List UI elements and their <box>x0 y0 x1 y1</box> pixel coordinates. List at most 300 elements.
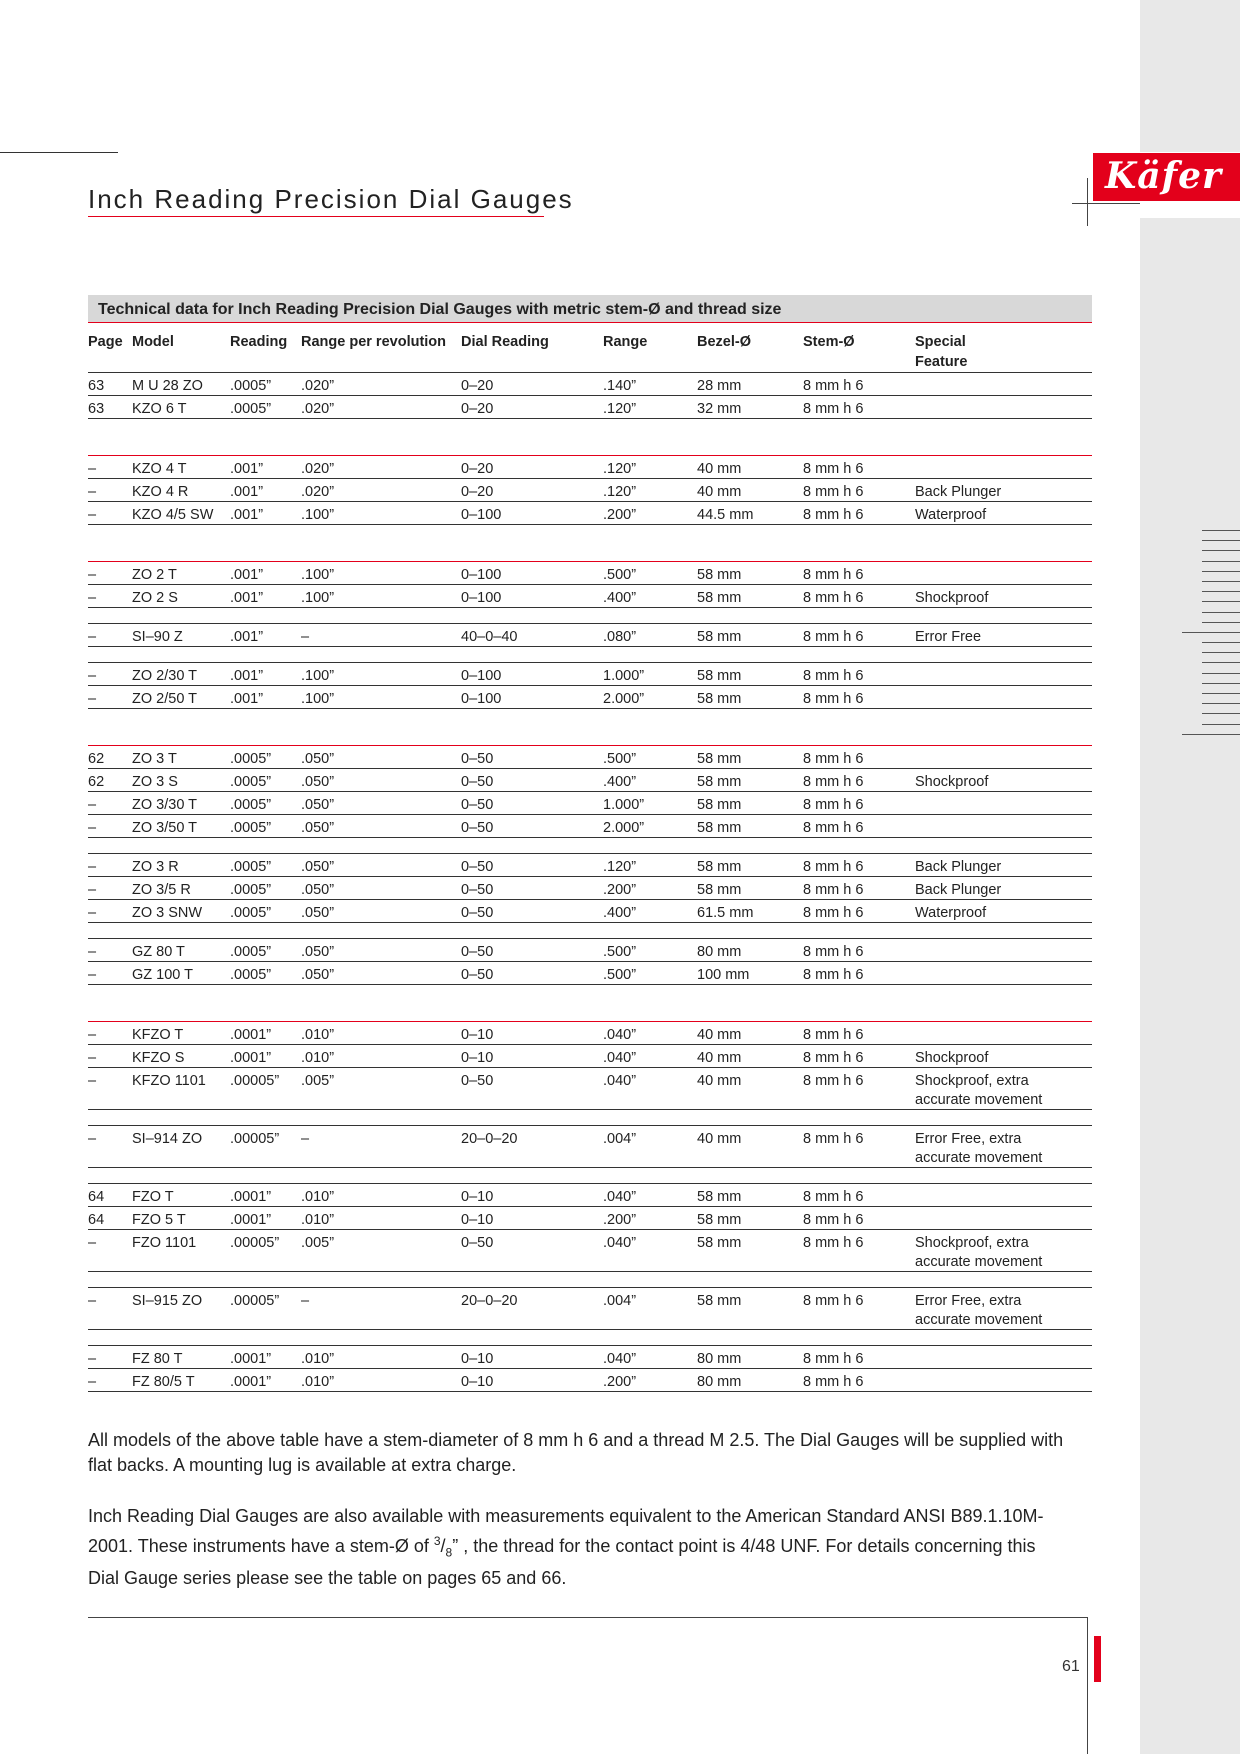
cell-bezel: 58 mm <box>697 1212 742 1228</box>
cell-reading: .001” <box>230 668 264 684</box>
cell-range-per-revolution: .010” <box>301 1374 335 1390</box>
group-separator <box>88 985 1092 1022</box>
cell-bezel: 80 mm <box>697 1351 742 1367</box>
cell-dial-reading: 0–10 <box>461 1212 494 1228</box>
cell-dial-reading: 0–50 <box>461 1073 494 1089</box>
table-row <box>88 792 1092 815</box>
cell-page: – <box>88 590 97 606</box>
cell-range: .500” <box>603 567 637 583</box>
cell-range: 1.000” <box>603 797 645 813</box>
spacer-row <box>88 1110 1092 1126</box>
cell-dial-reading: 0–100 <box>461 691 502 707</box>
cell-reading: .00005” <box>230 1235 280 1251</box>
cell-page: 62 <box>88 774 105 790</box>
brand-logo-text: Käfer <box>1105 155 1222 197</box>
cell-reading: .0005” <box>230 882 272 898</box>
brand-logo <box>1093 153 1240 201</box>
cell-stem: 8 mm h 6 <box>803 882 864 898</box>
header-bezel: Bezel-Ø <box>697 334 751 350</box>
cell-range: .040” <box>603 1189 637 1205</box>
cell-stem: 8 mm h 6 <box>803 1351 864 1367</box>
cell-range: 2.000” <box>603 691 645 707</box>
cell-range-per-revolution: .050” <box>301 774 335 790</box>
cell-bezel: 80 mm <box>697 944 742 960</box>
cell-reading: .001” <box>230 461 264 477</box>
cell-reading: .00005” <box>230 1131 280 1147</box>
cell-bezel: 58 mm <box>697 1293 742 1309</box>
cell-stem: 8 mm h 6 <box>803 1189 864 1205</box>
table-row <box>88 456 1092 479</box>
cell-dial-reading: 20–0–20 <box>461 1293 518 1309</box>
cell-page: – <box>88 567 97 583</box>
cell-dial-reading: 0–100 <box>461 590 502 606</box>
footer-rule <box>88 1617 1087 1618</box>
cell-range: .500” <box>603 944 637 960</box>
cell-special-feature: Back Plunger <box>915 484 1002 500</box>
cell-special-feature: Shockproof <box>915 774 989 790</box>
cell-stem: 8 mm h 6 <box>803 1293 864 1309</box>
footer-crop-mark <box>1087 1617 1088 1754</box>
cell-reading: .001” <box>230 507 264 523</box>
cell-reading: .0005” <box>230 378 272 394</box>
cell-range: .400” <box>603 590 637 606</box>
header-range: Range <box>603 334 648 350</box>
cell-range: .200” <box>603 507 637 523</box>
cell-page: – <box>88 484 97 500</box>
cell-range: .004” <box>603 1131 637 1147</box>
cell-bezel: 58 mm <box>697 1235 742 1251</box>
cell-special-feature: Waterproof <box>915 905 987 921</box>
cell-page: – <box>88 1073 97 1089</box>
cell-bezel: 58 mm <box>697 859 742 875</box>
cell-dial-reading: 0–100 <box>461 668 502 684</box>
table-row <box>88 1045 1092 1068</box>
cell-page: – <box>88 691 97 707</box>
spacer-row <box>88 1272 1092 1288</box>
header-range-per-revolution: Range per revolution <box>301 334 447 350</box>
cell-model: KZO 4 T <box>132 461 187 477</box>
cell-range: .040” <box>603 1073 637 1089</box>
table-row <box>88 686 1092 709</box>
cell-range: .400” <box>603 774 637 790</box>
cell-dial-reading: 0–50 <box>461 882 494 898</box>
cell-dial-reading: 0–10 <box>461 1027 494 1043</box>
group-separator <box>88 525 1092 562</box>
table-body <box>88 373 1092 1392</box>
cell-range-per-revolution: .005” <box>301 1235 335 1251</box>
cell-special-feature: Back Plunger <box>915 859 1002 875</box>
cell-reading: .0001” <box>230 1189 272 1205</box>
cell-model: KFZO T <box>132 1027 184 1043</box>
cell-reading: .0005” <box>230 967 272 983</box>
cell-reading: .0001” <box>230 1212 272 1228</box>
cell-model: SI–914 ZO <box>132 1131 203 1147</box>
cell-reading: .0005” <box>230 797 272 813</box>
cell-page: 63 <box>88 378 105 394</box>
table-row <box>88 1207 1092 1230</box>
cell-model: GZ 80 T <box>132 944 185 960</box>
cell-page: – <box>88 859 97 875</box>
table-row <box>88 1126 1092 1168</box>
table-row <box>88 585 1092 608</box>
page-title: Inch Reading Precision Dial Gauges <box>88 184 574 214</box>
table-row <box>88 769 1092 792</box>
spacer-row <box>88 923 1092 939</box>
table-row <box>88 900 1092 923</box>
group-separator <box>88 419 1092 456</box>
cell-reading: .0001” <box>230 1027 272 1043</box>
cell-range-per-revolution: – <box>301 1293 310 1309</box>
cell-stem: 8 mm h 6 <box>803 507 864 523</box>
cell-stem: 8 mm h 6 <box>803 567 864 583</box>
cell-dial-reading: 0–10 <box>461 1050 494 1066</box>
table-row <box>88 962 1092 985</box>
cell-dial-reading: 0–10 <box>461 1374 494 1390</box>
cell-special-feature: Shockproof <box>915 1050 989 1066</box>
cell-bezel: 40 mm <box>697 484 742 500</box>
cell-stem: 8 mm h 6 <box>803 1374 864 1390</box>
table-row <box>88 1022 1092 1045</box>
table-row <box>88 479 1092 502</box>
cell-range-per-revolution: .005” <box>301 1073 335 1089</box>
cell-reading: .0005” <box>230 859 272 875</box>
cell-stem: 8 mm h 6 <box>803 797 864 813</box>
crop-mark-vertical <box>1087 178 1088 226</box>
table-row <box>88 624 1092 647</box>
cell-model: FZO T <box>132 1189 174 1205</box>
table-row <box>88 815 1092 838</box>
cell-range-per-revolution: .010” <box>301 1027 335 1043</box>
cell-page: 64 <box>88 1212 105 1228</box>
cell-model: KFZO S <box>132 1050 185 1066</box>
spacer-row <box>88 647 1092 663</box>
cell-reading: .0005” <box>230 401 272 417</box>
cell-model: GZ 100 T <box>132 967 193 983</box>
cell-range-per-revolution: .050” <box>301 751 335 767</box>
table-row <box>88 1346 1092 1369</box>
cell-reading: .0005” <box>230 820 272 836</box>
cell-page: – <box>88 797 97 813</box>
cell-range-per-revolution: .010” <box>301 1212 335 1228</box>
cell-stem: 8 mm h 6 <box>803 944 864 960</box>
cell-stem: 8 mm h 6 <box>803 461 864 477</box>
cell-model: FZO 1101 <box>132 1235 197 1251</box>
table-row <box>88 1369 1092 1392</box>
cell-stem: 8 mm h 6 <box>803 401 864 417</box>
cell-model: ZO 3 T <box>132 751 177 767</box>
cell-bezel: 40 mm <box>697 461 742 477</box>
cell-reading: .0005” <box>230 944 272 960</box>
cell-page: – <box>88 882 97 898</box>
cell-bezel: 32 mm <box>697 401 742 417</box>
cell-bezel: 58 mm <box>697 751 742 767</box>
cell-dial-reading: 0–50 <box>461 820 494 836</box>
cell-range: .040” <box>603 1050 637 1066</box>
cell-model: ZO 3/5 R <box>132 882 191 898</box>
cell-range-per-revolution: .100” <box>301 567 335 583</box>
cell-special-feature: Error Free, extra accurate movement <box>915 1293 1043 1328</box>
cell-range-per-revolution: .010” <box>301 1189 335 1205</box>
cell-bezel: 28 mm <box>697 378 742 394</box>
cell-range-per-revolution: .100” <box>301 507 335 523</box>
table-row <box>88 939 1092 962</box>
cell-reading: .0005” <box>230 751 272 767</box>
cell-range-per-revolution: .020” <box>301 484 335 500</box>
cell-bezel: 40 mm <box>697 1131 742 1147</box>
cell-bezel: 58 mm <box>697 797 742 813</box>
cell-model: ZO 3/30 T <box>132 797 198 813</box>
cell-dial-reading: 0–50 <box>461 751 494 767</box>
cell-range: .040” <box>603 1235 637 1251</box>
table-row <box>88 1184 1092 1207</box>
cell-range: .120” <box>603 401 637 417</box>
cell-bezel: 58 mm <box>697 820 742 836</box>
table-caption: Technical data for Inch Reading Precision Dial Gauges with metric stem-Ø and thread size <box>88 295 1092 323</box>
cell-range-per-revolution: – <box>301 1131 310 1147</box>
cell-dial-reading: 0–10 <box>461 1189 494 1205</box>
cell-stem: 8 mm h 6 <box>803 691 864 707</box>
crop-mark-horizontal <box>1072 203 1140 204</box>
cell-special-feature: Shockproof <box>915 590 989 606</box>
cell-dial-reading: 0–100 <box>461 507 502 523</box>
cell-range-per-revolution: .050” <box>301 905 335 921</box>
cell-page: – <box>88 1235 97 1251</box>
cell-dial-reading: 0–50 <box>461 944 494 960</box>
cell-range-per-revolution: .020” <box>301 461 335 477</box>
cell-bezel: 61.5 mm <box>697 905 754 921</box>
cell-range-per-revolution: .050” <box>301 967 335 983</box>
cell-page: – <box>88 820 97 836</box>
cell-model: SI–915 ZO <box>132 1293 203 1309</box>
cell-range-per-revolution: – <box>301 629 310 645</box>
cell-range: .120” <box>603 859 637 875</box>
cell-stem: 8 mm h 6 <box>803 1131 864 1147</box>
cell-bezel: 58 mm <box>697 882 742 898</box>
cell-stem: 8 mm h 6 <box>803 774 864 790</box>
cell-bezel: 40 mm <box>697 1027 742 1043</box>
cell-range: .080” <box>603 629 637 645</box>
cell-range-per-revolution: .020” <box>301 378 335 394</box>
cell-model: M U 28 ZO <box>132 378 203 394</box>
cell-range: .140” <box>603 378 637 394</box>
cell-range-per-revolution: .100” <box>301 590 335 606</box>
cell-reading: .001” <box>230 691 264 707</box>
spacer-row <box>88 1168 1092 1184</box>
cell-page: – <box>88 629 97 645</box>
header-stem: Stem-Ø <box>803 334 855 350</box>
cell-reading: .0005” <box>230 905 272 921</box>
cell-stem: 8 mm h 6 <box>803 751 864 767</box>
cell-reading: .001” <box>230 590 264 606</box>
cell-bezel: 58 mm <box>697 1189 742 1205</box>
cell-bezel: 40 mm <box>697 1050 742 1066</box>
cell-model: FZO 5 T <box>132 1212 186 1228</box>
cell-model: ZO 3 SNW <box>132 905 203 921</box>
cell-stem: 8 mm h 6 <box>803 820 864 836</box>
cell-dial-reading: 0–50 <box>461 797 494 813</box>
cell-page: – <box>88 668 97 684</box>
cell-bezel: 58 mm <box>697 691 742 707</box>
cell-page: – <box>88 1351 97 1367</box>
cell-reading: .00005” <box>230 1073 280 1089</box>
cell-page: – <box>88 967 97 983</box>
cell-range-per-revolution: .010” <box>301 1050 335 1066</box>
cell-range: .200” <box>603 1374 637 1390</box>
cell-dial-reading: 0–50 <box>461 905 494 921</box>
side-margin-band <box>1140 0 1240 1754</box>
cell-model: ZO 3/50 T <box>132 820 198 836</box>
cell-bezel: 44.5 mm <box>697 507 754 523</box>
cell-range: .200” <box>603 882 637 898</box>
cell-reading: .00005” <box>230 1293 280 1309</box>
cell-model: ZO 2 T <box>132 567 177 583</box>
cell-range: .004” <box>603 1293 637 1309</box>
cell-page: 64 <box>88 1189 105 1205</box>
cell-range-per-revolution: .020” <box>301 401 335 417</box>
cell-stem: 8 mm h 6 <box>803 1050 864 1066</box>
cell-model: ZO 3 R <box>132 859 179 875</box>
table-row <box>88 877 1092 900</box>
cell-special-feature: Waterproof <box>915 507 987 523</box>
cell-bezel: 58 mm <box>697 567 742 583</box>
cell-model: ZO 2 S <box>132 590 178 606</box>
cell-range-per-revolution: .050” <box>301 820 335 836</box>
table-row <box>88 562 1092 585</box>
cell-dial-reading: 0–20 <box>461 378 494 394</box>
cell-stem: 8 mm h 6 <box>803 1027 864 1043</box>
cell-stem: 8 mm h 6 <box>803 859 864 875</box>
cell-reading: .001” <box>230 629 264 645</box>
cell-page: – <box>88 944 97 960</box>
cell-bezel: 40 mm <box>697 1073 742 1089</box>
cell-range: .040” <box>603 1351 637 1367</box>
cell-stem: 8 mm h 6 <box>803 1235 864 1251</box>
cell-page: – <box>88 905 97 921</box>
cell-special-feature: Back Plunger <box>915 882 1002 898</box>
cell-dial-reading: 0–100 <box>461 567 502 583</box>
cell-model: FZ 80/5 T <box>132 1374 195 1390</box>
cell-page: – <box>88 1050 97 1066</box>
cell-bezel: 100 mm <box>697 967 750 983</box>
table-row <box>88 502 1092 525</box>
cell-reading: .001” <box>230 567 264 583</box>
cell-bezel: 58 mm <box>697 629 742 645</box>
cell-reading: .0001” <box>230 1374 272 1390</box>
cell-range: 2.000” <box>603 820 645 836</box>
cell-model: ZO 2/30 T <box>132 668 198 684</box>
table-row <box>88 1230 1092 1272</box>
cell-dial-reading: 0–20 <box>461 461 494 477</box>
cell-reading: .0001” <box>230 1351 272 1367</box>
header-rule <box>0 152 118 153</box>
cell-range: .200” <box>603 1212 637 1228</box>
cell-special-feature: Error Free <box>915 629 982 645</box>
cell-range-per-revolution: .050” <box>301 859 335 875</box>
note-stem-thread: All models of the above table have a stem-diameter of 8 mm h 6 and a thread M 2.5. The Dial Gauges will be supplied with flat backs. A mounting lug is available at extra charge. <box>88 1430 1064 1475</box>
cell-model: KZO 4/5 SW <box>132 507 214 523</box>
cell-range: .120” <box>603 484 637 500</box>
table-row <box>88 1068 1092 1110</box>
cell-model: KZO 6 T <box>132 401 187 417</box>
cell-stem: 8 mm h 6 <box>803 1073 864 1089</box>
table-row <box>88 663 1092 686</box>
table-row <box>88 746 1092 769</box>
cell-model: KZO 4 R <box>132 484 189 500</box>
cell-stem: 8 mm h 6 <box>803 905 864 921</box>
cell-dial-reading: 0–20 <box>461 401 494 417</box>
cell-dial-reading: 0–50 <box>461 1235 494 1251</box>
page-number: 61 <box>1062 1658 1080 1675</box>
cell-dial-reading: 0–10 <box>461 1351 494 1367</box>
cell-model: ZO 3 S <box>132 774 178 790</box>
cell-model: KFZO 1101 <box>132 1073 206 1089</box>
specs-table <box>88 332 1092 1392</box>
side-tick-marks <box>1202 530 1240 744</box>
cell-page: – <box>88 1131 97 1147</box>
table-row <box>88 396 1092 419</box>
cell-range-per-revolution: .100” <box>301 668 335 684</box>
header-model: Model <box>132 334 174 350</box>
cell-range-per-revolution: .050” <box>301 944 335 960</box>
cell-dial-reading: 40–0–40 <box>461 629 518 645</box>
cell-page: – <box>88 461 97 477</box>
page-marker <box>1094 1636 1101 1682</box>
cell-special-feature: Shockproof, extra accurate movement <box>915 1073 1043 1108</box>
cell-bezel: 80 mm <box>697 1374 742 1390</box>
cell-dial-reading: 0–50 <box>461 774 494 790</box>
header-page: Page <box>88 334 123 350</box>
cell-bezel: 58 mm <box>697 774 742 790</box>
cell-reading: .0005” <box>230 774 272 790</box>
cell-model: ZO 2/50 T <box>132 691 198 707</box>
cell-page: – <box>88 507 97 523</box>
cell-stem: 8 mm h 6 <box>803 1212 864 1228</box>
cell-stem: 8 mm h 6 <box>803 484 864 500</box>
header-dial-reading: Dial Reading <box>461 334 549 350</box>
header-special-feature: Special Feature <box>915 334 968 370</box>
cell-bezel: 58 mm <box>697 590 742 606</box>
cell-stem: 8 mm h 6 <box>803 629 864 645</box>
table-header-row <box>88 332 1092 373</box>
cell-special-feature: Error Free, extra accurate movement <box>915 1131 1043 1166</box>
title-underline <box>88 216 544 217</box>
spacer-row <box>88 608 1092 624</box>
table-row <box>88 1288 1092 1330</box>
cell-range-per-revolution: .100” <box>301 691 335 707</box>
cell-reading: .001” <box>230 484 264 500</box>
cell-range: .500” <box>603 751 637 767</box>
cell-dial-reading: 0–50 <box>461 859 494 875</box>
cell-range: .040” <box>603 1027 637 1043</box>
cell-reading: .0001” <box>230 1050 272 1066</box>
cell-page: – <box>88 1027 97 1043</box>
cell-special-feature: Shockproof, extra accurate movement <box>915 1235 1043 1270</box>
cell-range-per-revolution: .050” <box>301 882 335 898</box>
cell-page: 63 <box>88 401 105 417</box>
cell-stem: 8 mm h 6 <box>803 668 864 684</box>
group-separator <box>88 709 1092 746</box>
cell-stem: 8 mm h 6 <box>803 378 864 394</box>
cell-range: 1.000” <box>603 668 645 684</box>
cell-stem: 8 mm h 6 <box>803 967 864 983</box>
cell-range: .120” <box>603 461 637 477</box>
note-ansi-standard: Inch Reading Dial Gauges are also available with measurements equivalent to the American Standard ANSI B89.1.10M-2001. These instruments have a stem-Ø of $^3/_8$” , the thread for the contact point is 4/48 UNF. For details concerning this Dial Gauge series please see the table on pages 65 and 66. <box>88 1506 1044 1588</box>
spacer-row <box>88 1330 1092 1346</box>
cell-page: – <box>88 1374 97 1390</box>
header-reading: Reading <box>230 334 288 350</box>
cell-range: .500” <box>603 967 637 983</box>
cell-model: SI–90 Z <box>132 629 183 645</box>
